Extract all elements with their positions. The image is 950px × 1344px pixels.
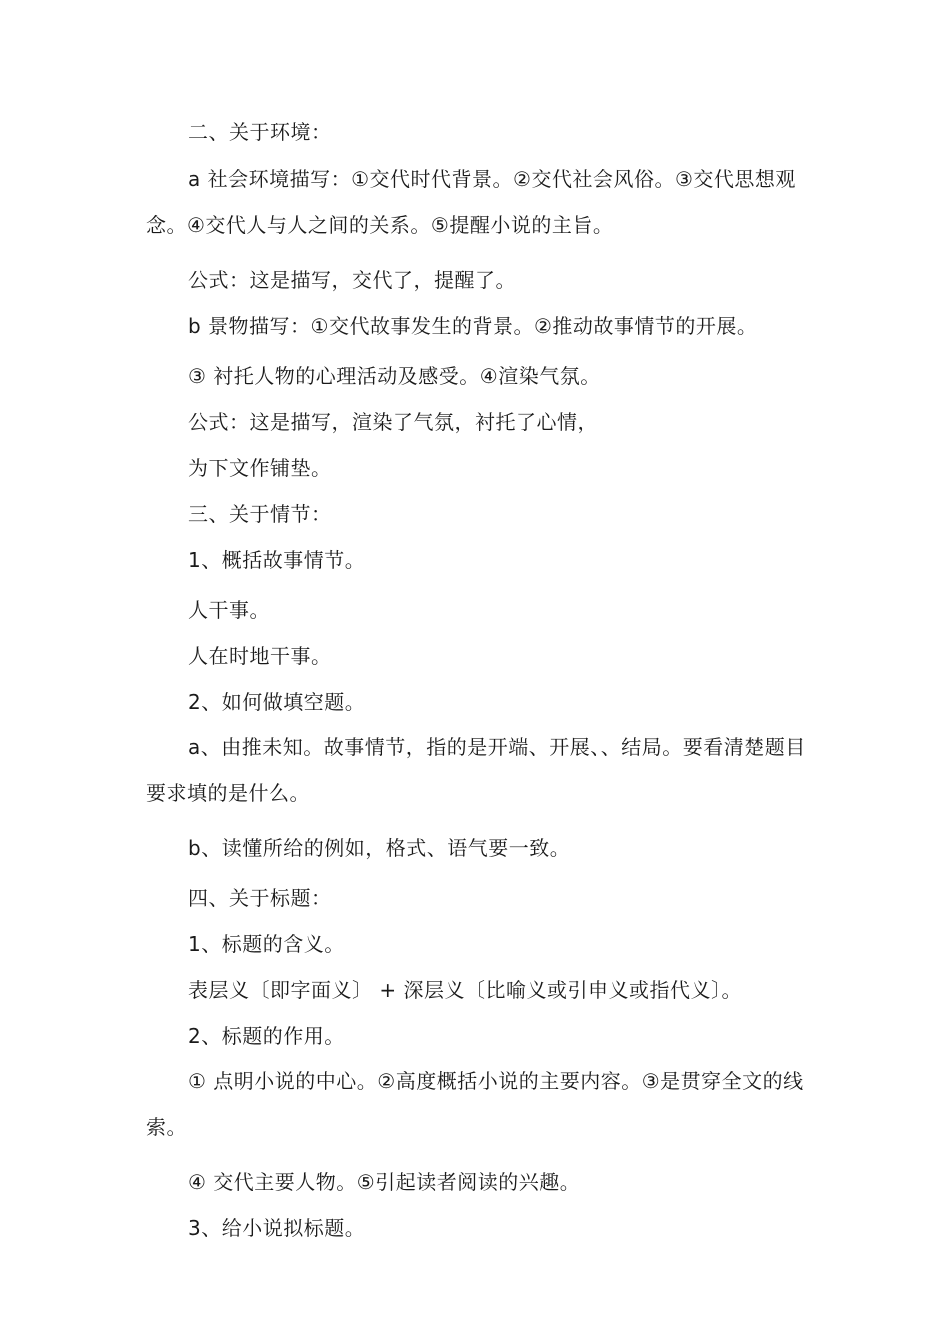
document-body [146, 118, 806, 1242]
paragraph-person-does: 人干事。 [188, 598, 270, 622]
paragraph-summarize-plot: 1、概括故事情节。 [188, 548, 366, 572]
paragraph-title-layers: 表层义〔即字面义〕 + 深层义〔比喻义或引申义或指代义〕。 [188, 978, 742, 1002]
paragraph-fill-blank-a: a、由推未知。故事情节，指的是开端、开展、、结局。要看清楚题目要求填的是什么。 [146, 735, 806, 805]
paragraph-title-function-list: ① 点明小说的中心。②高度概括小说的主要内容。③是贯穿全文的线索。 [146, 1069, 804, 1139]
paragraph-formula-2-cont: 为下文作铺垫。 [188, 456, 332, 480]
paragraph-social-environment: a 社会环境描写：①交代时代背景。②交代社会风俗。③交代思想观念。④交代人与人之间的关系。⑤提醒小说的主旨。 [146, 167, 796, 237]
section-heading-plot: 三、关于情节： [188, 502, 332, 526]
paragraph-fill-blank: 2、如何做填空题。 [188, 690, 366, 714]
section-heading-environment: 二、关于环境： [188, 120, 332, 144]
section-heading-title: 四、关于标题： [188, 886, 332, 910]
paragraph-draft-title: 3、给小说拟标题。 [188, 1216, 366, 1240]
paragraph-person-time-place: 人在时地干事。 [188, 644, 332, 668]
paragraph-scenery-cont: ③ 衬托人物的心理活动及感受。④渲染气氛。 [188, 364, 601, 388]
paragraph-title-function: 2、标题的作用。 [188, 1024, 345, 1048]
paragraph-title-function-list-cont: ④ 交代主要人物。⑤引起读者阅读的兴趣。 [188, 1170, 581, 1194]
paragraph-formula-1: 公式：这是描写，交代了，提醒了。 [188, 268, 516, 292]
paragraph-formula-2: 公式：这是描写，渲染了气氛，衬托了心情， [188, 410, 598, 434]
paragraph-fill-blank-b: b、读懂所给的例如，格式、语气要一致。 [188, 836, 571, 860]
paragraph-title-meaning: 1、标题的含义。 [188, 932, 345, 956]
paragraph-scenery: b 景物描写：①交代故事发生的背景。②推动故事情节的开展。 [188, 314, 758, 338]
